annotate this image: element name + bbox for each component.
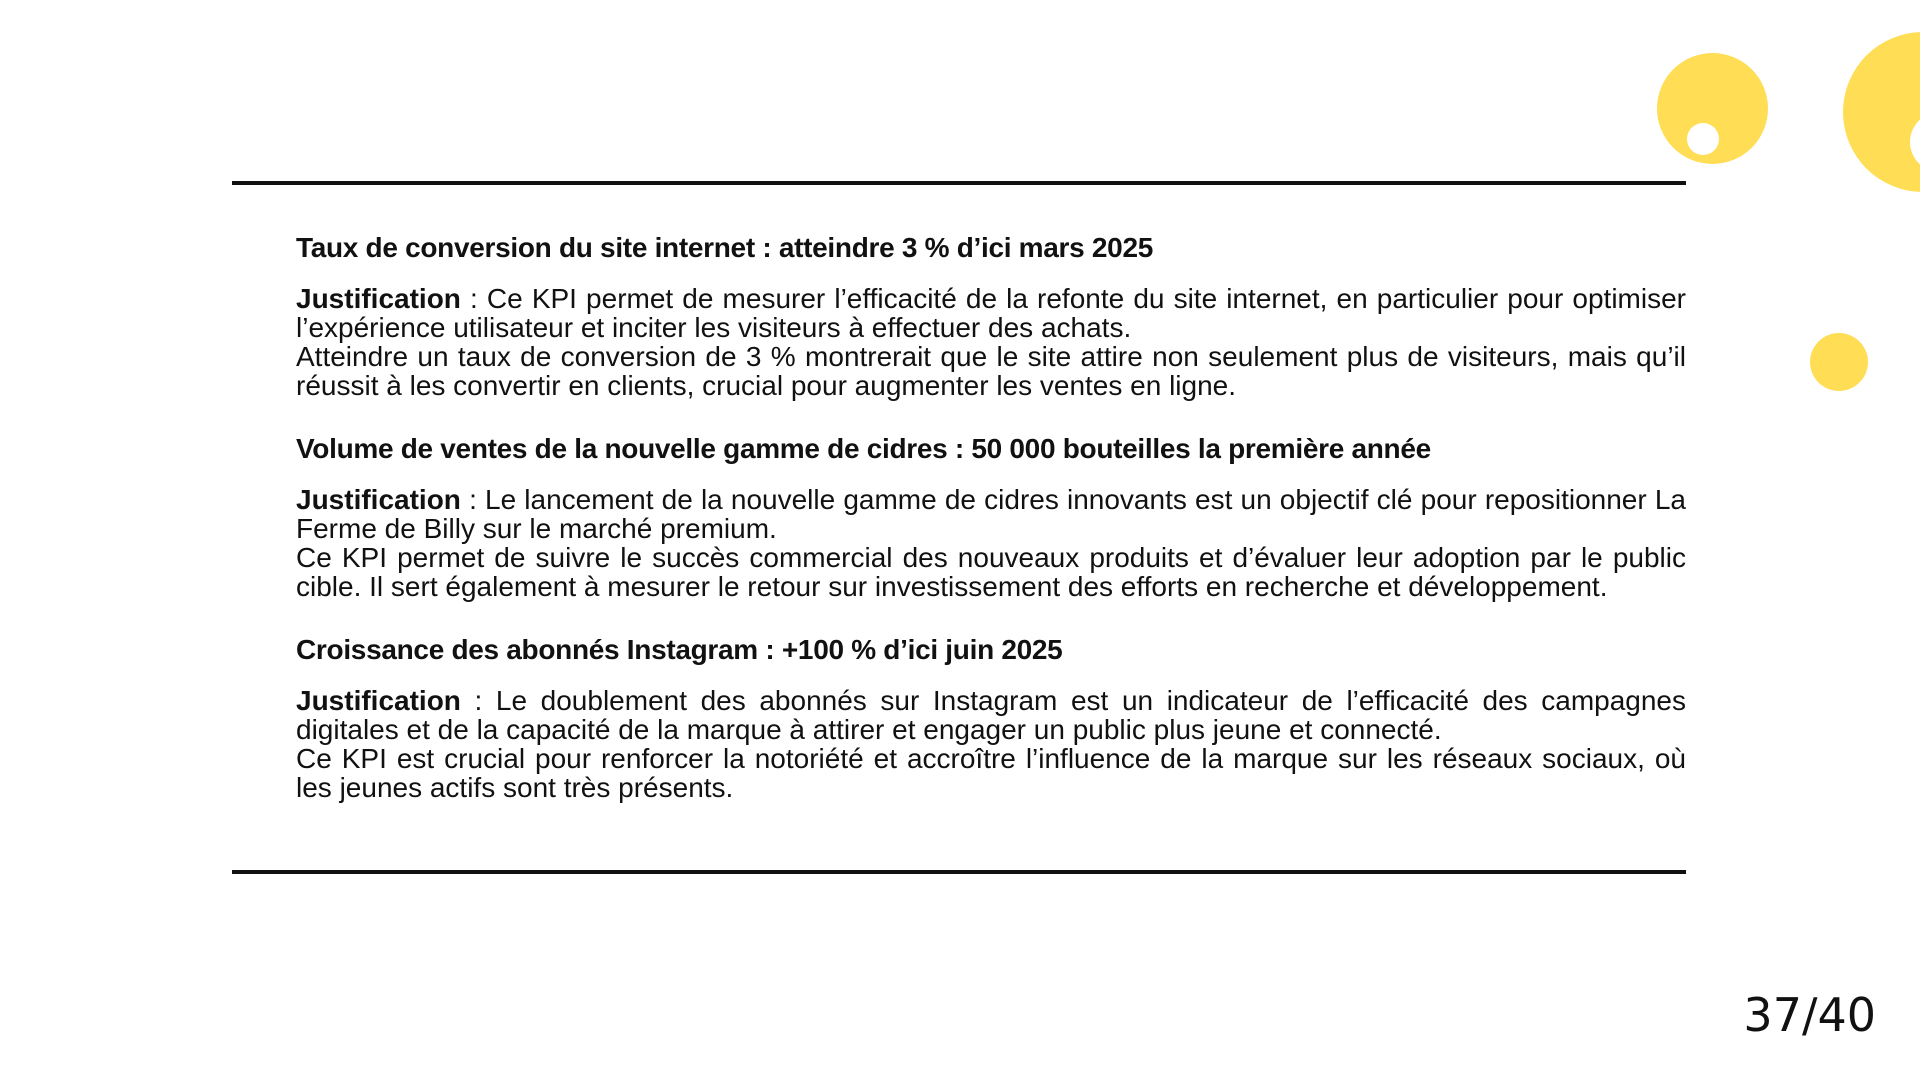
page-number: 37/40	[1743, 988, 1876, 1042]
kpi-heading: Volume de ventes de la nouvelle gamme de cidres : 50 000 bouteilles la première année	[296, 433, 1431, 464]
justification-detail: Ce KPI permet de suivre le succès commercial des nouveaux produits et d’évaluer leur adoption par le public cible. Il sert également à mesurer le retour sur investissement des efforts en recherche et développement.	[296, 542, 1686, 602]
kpi-heading: Taux de conversion du site internet : atteindre 3 % d’ici mars 2025	[296, 232, 1153, 263]
kpi-justification	[296, 485, 1686, 601]
kpi-justification	[296, 686, 1686, 802]
decorative-circle-edge	[1843, 32, 1920, 192]
justification-paragraph	[296, 284, 1686, 342]
justification-label: Justification	[296, 283, 461, 314]
kpi-heading: Croissance des abonnés Instagram : +100 % d’ici juin 2025	[296, 634, 1063, 665]
justification-text: : Le doublement des abonnés sur Instagram est un indicateur de l’efficacité des campagnes digitales et de la capacité de la marque à attirer et engager un public plus jeune et connecté.	[296, 685, 1686, 745]
justification-paragraph	[296, 686, 1686, 744]
kpi-list	[296, 227, 1686, 830]
justification-text: : Le lancement de la nouvelle gamme de cidres innovants est un objectif clé pour repositionner La Ferme de Billy sur le marché premium.	[296, 484, 1686, 544]
decorative-circle-inner	[1687, 123, 1719, 155]
bottom-divider	[232, 870, 1686, 874]
justification-detail: Atteindre un taux de conversion de 3 % montrerait que le site attire non seulement plus de visiteurs, mais qu’il réussit à les convertir en clients, crucial pour augmenter les ventes en ligne.	[296, 341, 1686, 401]
justification-label: Justification	[296, 484, 461, 515]
justification-paragraph	[296, 485, 1686, 543]
justification-text: : Ce KPI permet de mesurer l’efficacité de la refonte du site internet, en particulier pour optimiser l’expérience utilisateur et inciter les visiteurs à effectuer des achats.	[296, 283, 1686, 343]
justification-label: Justification	[296, 685, 461, 716]
top-divider	[232, 181, 1686, 185]
kpi-item	[296, 629, 1686, 802]
decorative-circle-small	[1810, 333, 1868, 391]
justification-detail: Ce KPI est crucial pour renforcer la notoriété et accroître l’influence de la marque sur les réseaux sociaux, où les jeunes actifs sont très présents.	[296, 743, 1686, 803]
kpi-item	[296, 428, 1686, 601]
kpi-item	[296, 227, 1686, 400]
kpi-justification	[296, 284, 1686, 400]
